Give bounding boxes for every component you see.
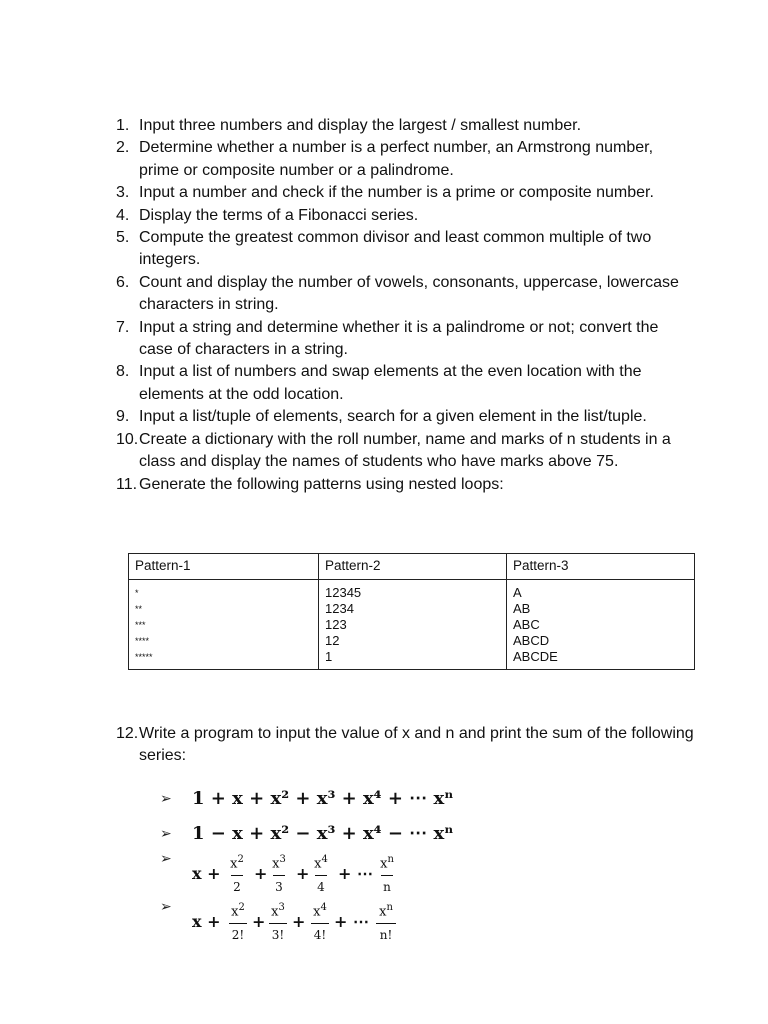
list-item <box>116 723 696 768</box>
pattern-line: ABCDE <box>513 649 558 664</box>
series-operator: + ⋯ <box>334 912 369 931</box>
item-number: 3. <box>116 184 130 202</box>
series-operator: + <box>292 912 306 931</box>
fraction-numerator: $x^2$ <box>230 854 244 872</box>
list-item <box>116 272 696 317</box>
table-header-row <box>129 554 695 580</box>
table-row <box>129 580 695 670</box>
pattern-3-cell <box>507 580 695 670</box>
pattern-line: **** <box>135 636 150 646</box>
header-pattern-2: Pattern-2 <box>319 554 507 580</box>
item-text: Input a list of numbers and swap elements at the even location with the elements at the odd location. <box>139 363 642 403</box>
series-2-formula: 1 − x + x² − x³ + x⁴ − ⋯ xⁿ <box>192 823 454 844</box>
item-number: 11. <box>116 475 138 493</box>
item-number: 8. <box>116 363 130 381</box>
list-item <box>116 205 696 227</box>
item-text: Compute the greatest common divisor and least common multiple of two integers. <box>139 229 652 269</box>
item-text: Display the terms of a Fibonacci series. <box>139 206 419 224</box>
fraction-bar <box>273 875 285 876</box>
item-text: Generate the following patterns using nested loops: <box>139 475 504 493</box>
series-operator: + ⋯ <box>338 864 373 883</box>
pattern-line: 1 <box>325 649 333 664</box>
series-lead: x + <box>192 912 221 931</box>
pattern-line: 12345 <box>325 585 362 600</box>
fraction-term <box>310 852 332 894</box>
item-number: 5. <box>116 229 130 247</box>
fraction-denominator: n! <box>379 928 393 943</box>
pattern-line: ABC <box>513 617 540 632</box>
question-12 <box>116 723 696 768</box>
series-4 <box>160 900 500 948</box>
fraction-term <box>226 852 248 894</box>
list-item <box>116 137 696 182</box>
pattern-line: 1234 <box>325 601 354 616</box>
pattern-2-cell <box>319 580 507 670</box>
fraction-term <box>376 852 398 894</box>
fraction-denominator: 4! <box>313 928 327 943</box>
list-item <box>116 115 696 137</box>
list-item <box>116 182 696 204</box>
series-operator: + <box>296 864 310 883</box>
item-number: 12. <box>116 725 139 742</box>
pattern-line: ** <box>135 604 143 614</box>
fraction-bar <box>376 923 396 924</box>
fraction-term <box>374 900 398 942</box>
fraction-term <box>308 900 332 942</box>
pattern-line: * <box>135 588 139 598</box>
item-number: 2. <box>116 139 130 157</box>
arrow-bullet-icon: ➢ <box>160 850 172 866</box>
series-operator: + <box>254 864 268 883</box>
series-1-formula: 1 + x + x² + x³ + x⁴ + ⋯ xⁿ <box>192 788 454 809</box>
list-item <box>116 361 696 406</box>
pattern-table <box>128 553 695 670</box>
item-text: Determine whether a number is a perfect number, an Armstrong number, prime or composite number or a palindrome. <box>139 139 654 179</box>
pattern-line: AB <box>513 601 531 616</box>
fraction-numerator: $x^2$ <box>231 902 245 920</box>
arrow-bullet-icon: ➢ <box>160 898 172 914</box>
item-text: Input a list/tuple of elements, search for a given element in the list/tuple. <box>139 408 647 426</box>
fraction-bar <box>381 875 393 876</box>
item-number: 7. <box>116 318 130 336</box>
fraction-numerator: $x^4$ <box>313 902 327 920</box>
item-text: Input three numbers and display the largest / smallest number. <box>139 117 582 134</box>
fraction-denominator: 2! <box>231 928 245 943</box>
series-3 <box>160 852 500 900</box>
pattern-line: A <box>513 585 522 600</box>
list-item <box>116 429 696 474</box>
series-lead: x + <box>192 864 221 883</box>
arrow-bullet-icon: ➢ <box>160 790 172 806</box>
fraction-term <box>266 900 290 942</box>
fraction-bar <box>229 923 247 924</box>
fraction-numerator: $x^4$ <box>314 854 328 872</box>
item-number: 4. <box>116 206 130 224</box>
fraction-denominator: 2 <box>233 880 241 895</box>
fraction-bar <box>315 875 327 876</box>
item-number: 9. <box>116 408 130 426</box>
pattern-line: 12 <box>325 633 340 648</box>
pattern-1-cell <box>129 580 319 670</box>
pattern-table-wrapper <box>128 553 695 670</box>
fraction-bar <box>231 875 243 876</box>
list-item <box>116 317 696 362</box>
fraction-bar <box>311 923 329 924</box>
fraction-denominator: 4 <box>317 880 325 895</box>
series-operator: + <box>252 912 266 931</box>
list-item <box>116 474 696 496</box>
list-item <box>116 227 696 272</box>
question-list <box>116 115 696 496</box>
arrow-bullet-icon: ➢ <box>160 825 172 841</box>
fraction-denominator: 3! <box>271 928 285 943</box>
header-pattern-1: Pattern-1 <box>129 554 319 580</box>
item-number: 10. <box>116 430 139 448</box>
item-number: 1. <box>116 117 130 134</box>
item-text: Create a dictionary with the roll number, name and marks of n students in a class and display the names of students who have marks above 75. <box>139 430 671 471</box>
fraction-term <box>226 900 250 942</box>
fraction-term <box>268 852 290 894</box>
fraction-numerator: $x^n$ <box>380 854 394 872</box>
list-item <box>116 406 696 428</box>
fraction-numerator: $x^3$ <box>272 854 286 872</box>
item-text: Input a number and check if the number is a prime or composite number. <box>139 184 654 202</box>
fraction-denominator: n <box>383 880 391 895</box>
pattern-line: *** <box>135 620 146 630</box>
item-number: 6. <box>116 273 130 291</box>
pattern-line: ***** <box>135 652 153 662</box>
item-text: Count and display the number of vowels, consonants, uppercase, lowercase characters in string. <box>139 273 679 314</box>
item-text: Write a program to input the value of x and n and print the sum of the following series: <box>139 725 694 765</box>
item-text: Input a string and determine whether it is a palindrome or not; convert the case of characters in a string. <box>139 318 659 359</box>
fraction-numerator: $x^3$ <box>271 902 285 920</box>
fraction-numerator: $x^n$ <box>379 902 393 920</box>
header-pattern-3: Pattern-3 <box>507 554 695 580</box>
fraction-denominator: 3 <box>275 880 283 895</box>
fraction-bar <box>269 923 287 924</box>
pattern-line: ABCD <box>513 633 550 648</box>
pattern-line: 123 <box>325 617 347 632</box>
